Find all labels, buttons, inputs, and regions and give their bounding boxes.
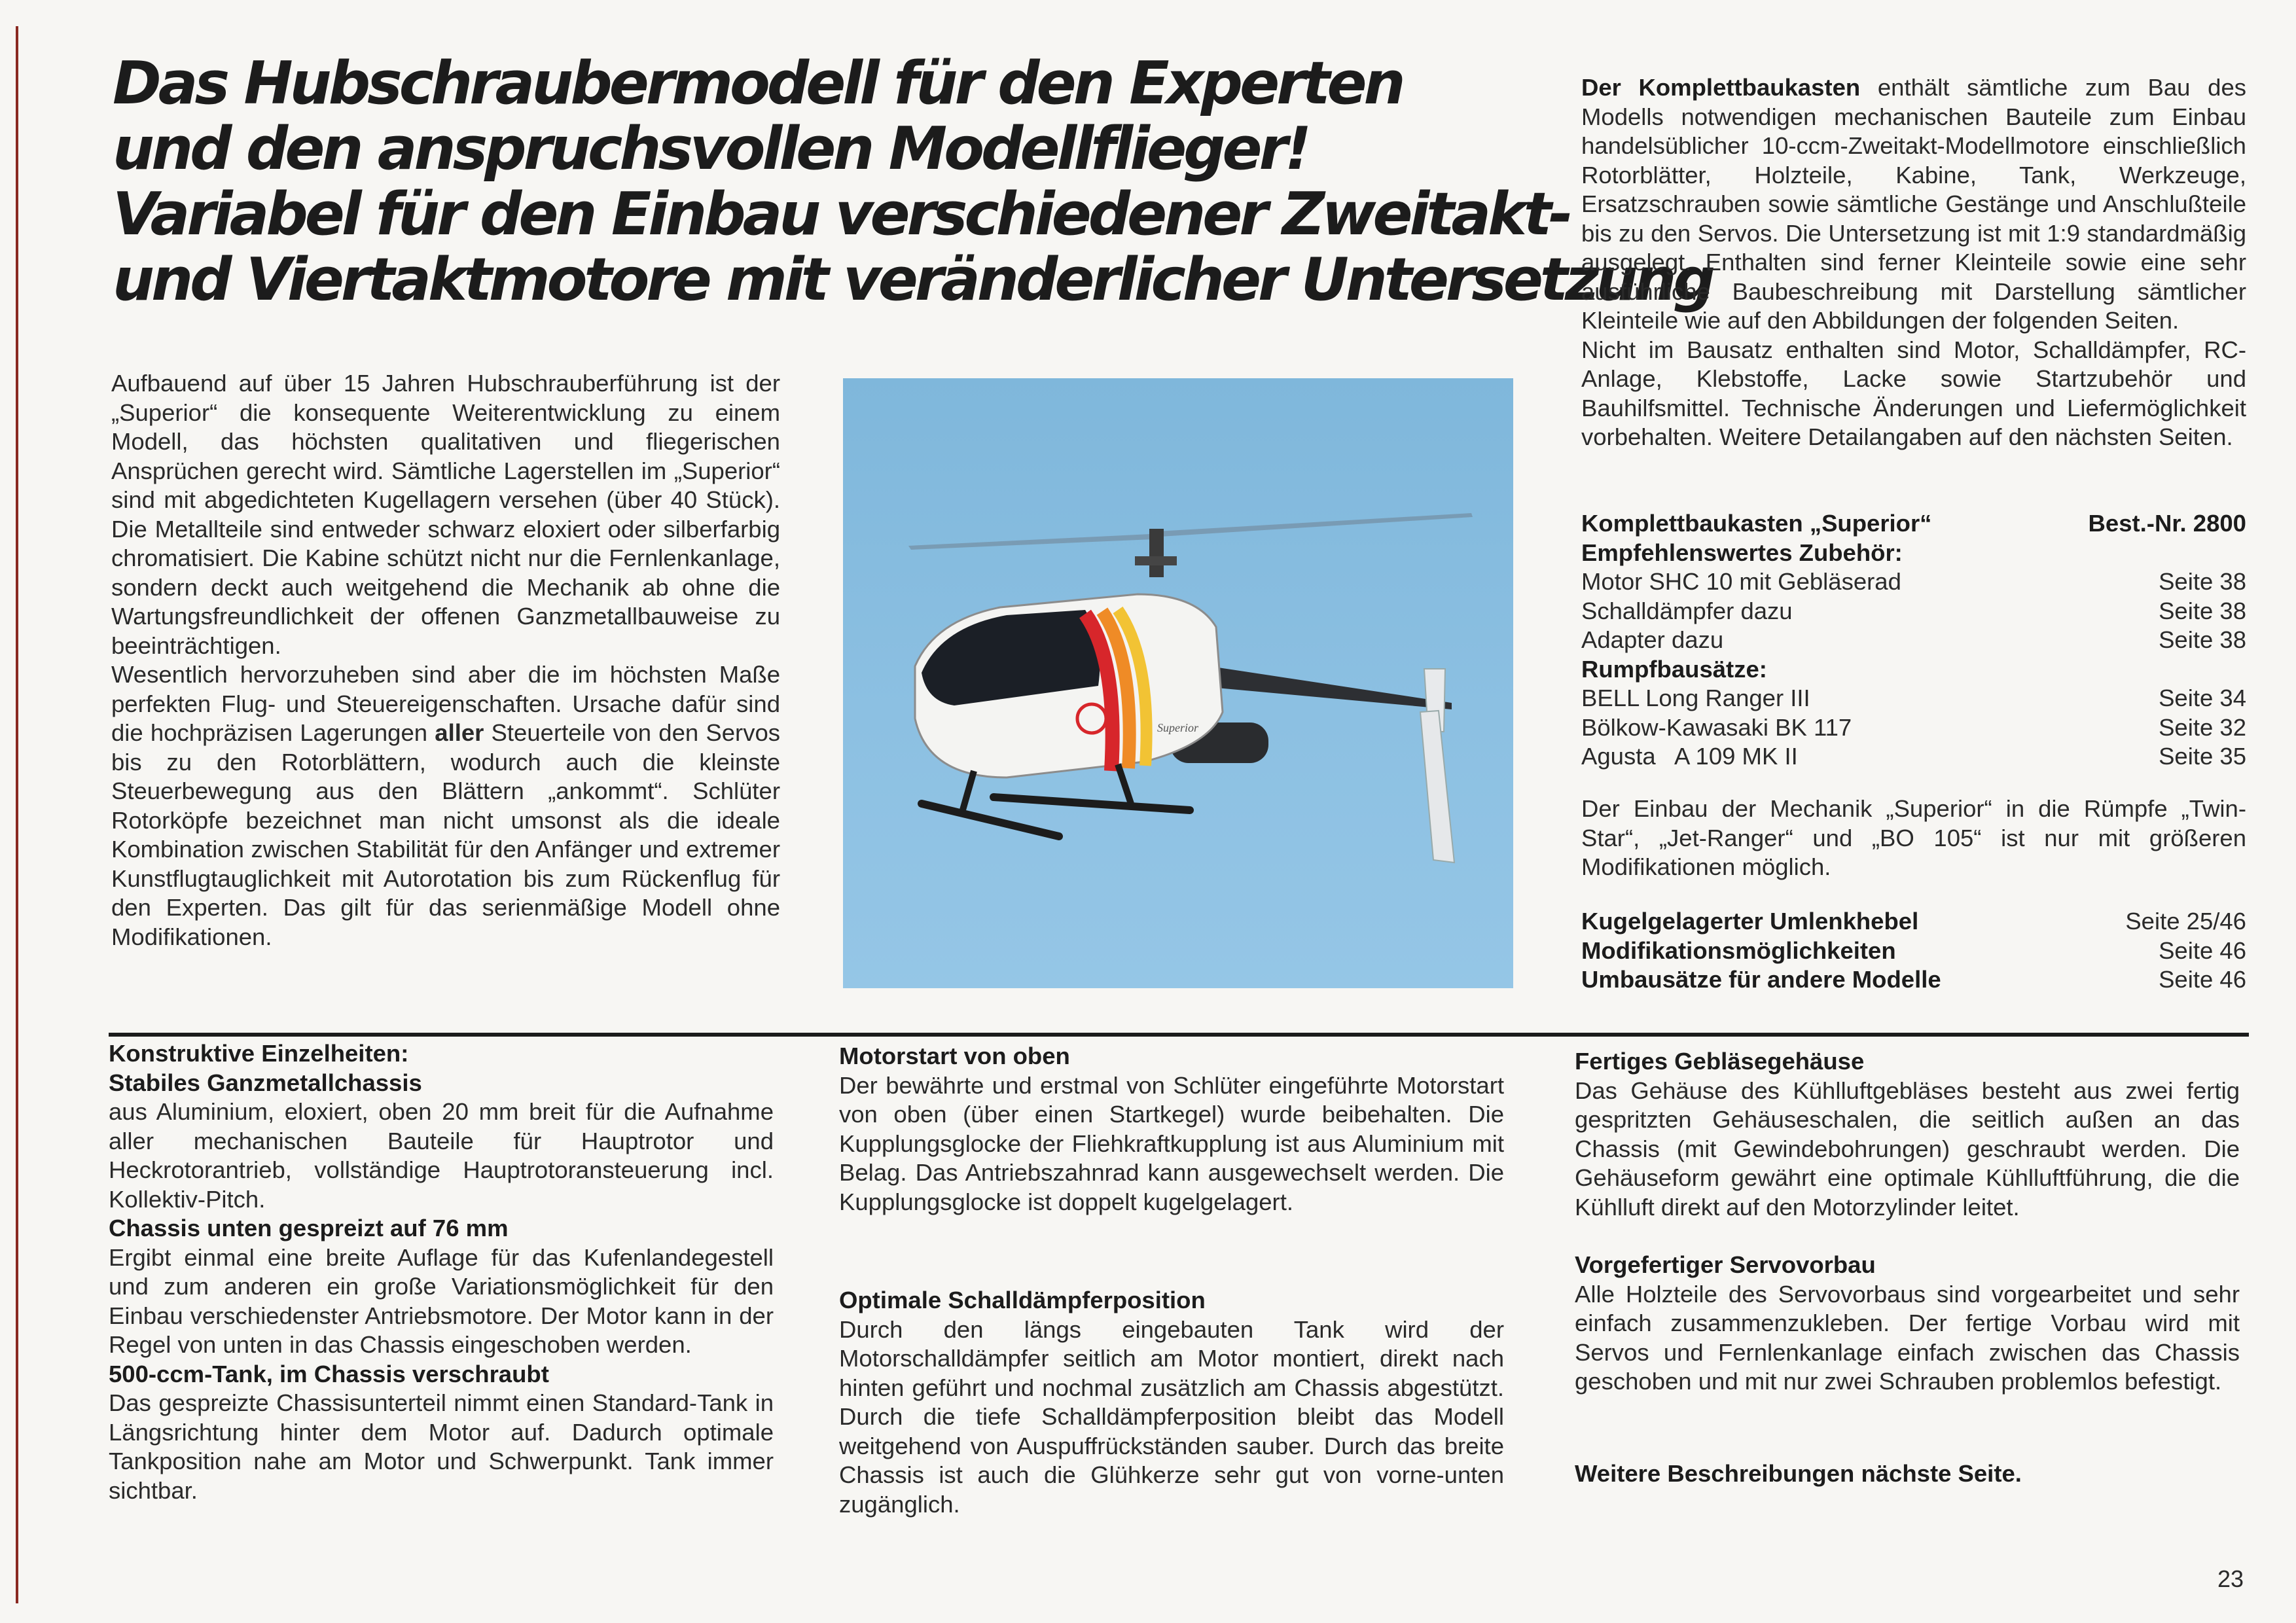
subsection-text: Alle Holzteile des Servovorbaus sind vorgearbeitet und sehr einfach zusammenzukleben. Der fertige Vorbau wird mit Servos und Fernlenkanlage einfach zwischen das Chassis geschoben und mit nur zwei Schrauben problemlos befestigt. [1575, 1280, 2240, 1395]
tail-boom [1210, 666, 1452, 709]
kit-title: Der Komplettbaukasten [1581, 74, 1861, 101]
accessories-title: Empfehlenswertes Zubehör: [1581, 539, 1903, 566]
fuselage-kit-page: Seite 34 [2159, 685, 2246, 711]
column-construction [109, 1039, 774, 1505]
extras-list [1581, 907, 2246, 995]
not-included-paragraph: Nicht im Bausatz enthalten sind Motor, Schalldämpfer, RC-Anlage, Klebstoffe, Lacke sowie Startzubehör und Bauhilfsmittel. Technische Änderungen und Liefermöglichkeit vorbehalten. Weitere Detailangaben auf den nächsten Seiten. [1581, 336, 2246, 450]
continued-note: Weitere Beschreibungen nächste Seite. [1575, 1459, 2022, 1487]
fuselage-lettering: Superior [1157, 721, 1198, 734]
page-margin-rule [16, 26, 18, 1603]
fuselage-kit-name: Agusta A 109 MK II [1581, 743, 1798, 770]
headline-line-2: und den anspruchsvollen Modellflieger! [113, 115, 1309, 183]
order-and-accessories [1581, 509, 2246, 772]
rotor-mast [1149, 529, 1164, 577]
main-rotor-blade-left [908, 534, 1153, 550]
extra-name: Kugelgelagerter Umlenkhebel [1581, 908, 1919, 935]
headline [113, 49, 1712, 314]
column-engine [839, 1042, 1504, 1519]
fuselage-kit-name: Bölkow-Kawasaki BK 117 [1581, 713, 1852, 741]
kit-text: enthält sämtliche zum Bau des Modells notwendigen mechanischen Bauteile zum Einbau handelsüblicher 10-ccm-Zweitakt-Modellmotore einschließlich Rotorblätter, Holzteile, Kabine, Tank, Werkzeuge, Ersatzschrauben sowie sämtliche Gestänge und Anschlußteile bis zu den Servos. Die Untersetzung ist mit 1:9 standardmäßig ausgelegt. Enthalten sind ferner Kleinteile sowie eine sehr ausführliche Baubeschreibung mit Darstellung sämtlicher Kleinteile wie auf den Abbildungen der folgenden Seiten. [1581, 74, 2246, 334]
extra-name: Umbausätze für andere Modelle [1581, 966, 1941, 993]
landing-skid-right [994, 797, 1190, 810]
intro-paragraph-2 [111, 660, 780, 952]
fuselage-kit-row [1581, 742, 2246, 772]
subsection-text: Der bewährte und erstmal von Schlüter eingeführte Motorstart von oben (über einen Startkegel) wurde beibehalten. Die Kupplungsglocke der Fliehkraftkupplung ist aus Aluminium mit Belag. Das Antriebszahnrad kann ausgewechselt werden. Die Kupplungsglocke ist doppelt kugelgelagert. [839, 1071, 1504, 1215]
intro-paragraph-1: Aufbauend auf über 15 Jahren Hubschrauberführung ist der „Superior“ die konsequente Weiterentwicklung zu einem Modell, das höchsten qualitativen und fliegerischen Ansprüchen gerecht wird. Sämtliche Lagerstellen im „Superior“ sind mit abgedichteten Kugellagern versehen (über 40 Stück). Die Metallteile sind entweder schwarz eloxiert oder silberfarbig chromatisiert. Die Kabine schützt nicht nur die Fernlenkanlage, sondern deckt auch weitgehend die Mechanik ab ohne die Wartungsfreundlichkeit der offenen Ganzmetallbauweise zu beeinträchtigen. [111, 370, 780, 659]
accessory-row [1581, 567, 2246, 597]
extra-page: Seite 46 [2159, 966, 2246, 993]
extra-row [1581, 965, 2246, 995]
accessory-name: Adapter dazu [1581, 626, 1724, 653]
fuselage-kit-page: Seite 32 [2159, 713, 2246, 741]
fuselage-kits-title: Rumpfbausätze: [1581, 655, 1767, 683]
section-title: Konstruktive Einzelheiten: [109, 1040, 409, 1067]
extra-row [1581, 936, 2246, 966]
extra-row [1581, 907, 2246, 936]
subsection-heading: Vorgefertiger Servovorbau [1575, 1251, 1876, 1278]
kit-description [1581, 73, 2246, 452]
subsection-heading: Motorstart von oben [839, 1043, 1070, 1069]
subsection-heading: Fertiges Gebläsegehäuse [1575, 1048, 1865, 1075]
intro-p2-bold: aller [435, 719, 484, 746]
subsection-text: aus Aluminium, eloxiert, oben 20 mm breit für die Aufnahme aller mechanischen Bauteile für Hauptrotor und Heckrotorantrieb, vollständige Hauptrotoransteuerung incl. Kollektiv-Pitch. [109, 1098, 774, 1213]
intro-p2-start: Wesentlich hervorzuheben sind aber die im höchsten Maße perfekten Flug- und Steuereigenschaften. Ursache dafür sind die hochpräzisen Lagerungen [111, 661, 780, 746]
accessory-row [1581, 626, 2246, 655]
accessory-page: Seite 38 [2159, 597, 2246, 624]
column-fan-housing [1575, 1047, 2240, 1488]
headline-line-3: Variabel für den Einbau verschiedener Zweitakt- [113, 180, 1570, 249]
section-divider [109, 1033, 2249, 1037]
subsection-heading: 500-ccm-Tank, im Chassis verschraubt [109, 1360, 549, 1387]
intro-p2-end: Steuerteile von den Servos bis zu den Rotorblättern, wodurch auch die kleinste Steuerbewegung aus den Blättern „ankommt“. Schlüter Rotorköpfe bezeichnet man nicht umsonst als die ideale Kombination zwischen Stabilität für den Anfänger und extremer Kunstflugtauglichkeit mit Autorotation bis zum Rückenflug für den Experten. Das gilt für das serienmäßige Modell ohne Modifikationen. [111, 719, 780, 950]
accessory-row [1581, 597, 2246, 626]
helicopter-illustration [843, 378, 1513, 988]
helicopter-photo [843, 378, 1513, 988]
rotor-head [1135, 556, 1177, 565]
fuselage-kit-row [1581, 684, 2246, 713]
main-rotor-blade-right [1157, 513, 1473, 537]
extra-page: Seite 25/46 [2125, 908, 2246, 935]
accessory-page: Seite 38 [2159, 626, 2246, 653]
subsection-heading: Stabiles Ganzmetallchassis [109, 1069, 422, 1096]
fuselage-kit-page: Seite 35 [2159, 743, 2246, 770]
page-number: 23 [2217, 1565, 2244, 1592]
accessory-name: Schalldämpfer dazu [1581, 597, 1793, 624]
subsection-text: Ergibt einmal eine breite Auflage für das Kufenlandegestell und zum anderen ein große Variationsmöglichkeit für den Einbau verschiedenster Antriebsmotore. Der Motor kann in der Regel von unten in das Chassis eingeschoben werden. [109, 1243, 774, 1358]
mechanics-note: Der Einbau der Mechanik „Superior“ in die Rümpfe „Twin-Star“, „Jet-Ranger“ und „BO 105“ ist nur mit größeren Modifikationen möglich. [1581, 795, 2246, 880]
order-row [1581, 509, 2246, 539]
fuselage-kit-row [1581, 713, 2246, 743]
order-number: Best.-Nr. 2800 [2088, 510, 2246, 537]
subsection-text: Das Gehäuse des Kühlluftgebläses besteht aus zwei fertig gespritzten Gehäuseschalen, die seitlich außen an das Chassis (mit Gewindebohrungen) geschraubt werden. Die Gehäuseform gewährt eine optimale Kühlluftführung, die die Kühlluft direkt auf den Motorzylinder leitet. [1575, 1077, 2240, 1221]
fuselage-kit-name: BELL Long Ranger III [1581, 685, 1810, 711]
order-label: Komplettbaukasten „Superior“ [1581, 510, 1932, 537]
landing-skid-left [922, 804, 1059, 836]
kit-paragraph [1581, 73, 2246, 336]
subsection-heading: Chassis unten gespreizt auf 76 mm [109, 1215, 509, 1241]
headline-line-1: Das Hubschraubermodell für den Experten [113, 49, 1403, 118]
intro-text [111, 369, 780, 952]
headline-line-4: und Viertaktmotore mit veränderlicher Untersetzung [113, 245, 1712, 314]
subsection-heading: Optimale Schalldämpferposition [839, 1287, 1206, 1313]
accessory-page: Seite 38 [2159, 568, 2246, 595]
accessory-name: Motor SHC 10 mit Gebläserad [1581, 568, 1901, 595]
subsection-text: Das gespreizte Chassisunterteil nimmt einen Standard-Tank in Längsrichtung hinter dem Motor auf. Dadurch optimale Tankposition nahe am Motor und Schwerpunkt. Tank immer sichtbar. [109, 1389, 774, 1504]
subsection-text: Durch den längs eingebauten Tank wird der Motorschalldämpfer seitlich am Motor montiert, direkt nach hinten geführt und nochmal zusätzlich am Chassis abgestützt. Durch die tiefe Schalldämpferposition bleibt das Modell weitgehend von Auspuffrückständen sauber. Durch das breite Chassis ist auch die Glühkerze sehr gut von vorne-unten zugänglich. [839, 1315, 1504, 1518]
tail-fin-lower [1420, 711, 1454, 863]
extra-name: Modifikationsmöglichkeiten [1581, 936, 1896, 964]
extra-page: Seite 46 [2159, 936, 2246, 964]
